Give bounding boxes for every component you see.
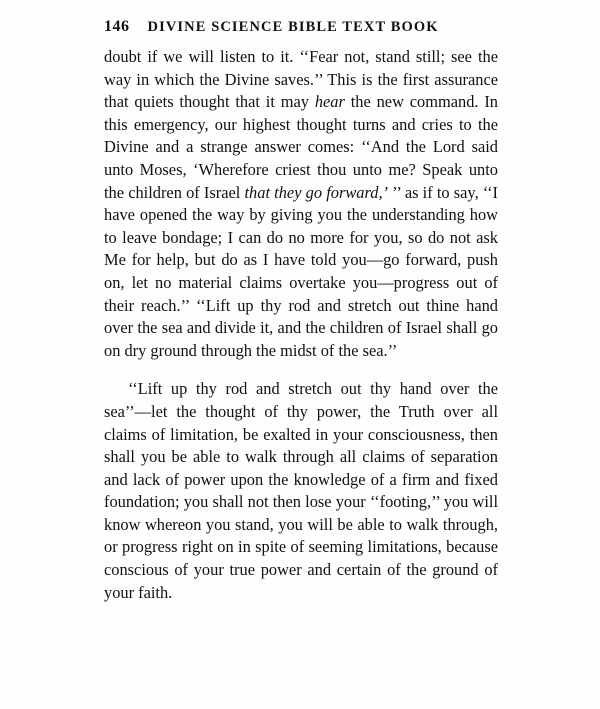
paragraph-1-segment-2: the new command. In this emergency, our highest thought turns and cries to the Divine and a strange answer comes: ‘‘And the Lord said unto Moses, ‘Wherefore criest thou unto me? Speak unto the children of Israel — [104, 92, 498, 202]
paragraph-1-italic-go-forward: that they go forward,’ — [244, 182, 388, 202]
paragraph-1 — [104, 46, 498, 362]
page-header — [104, 18, 504, 40]
paragraph-1-segment-1: doubt if we will listen to it. ‘‘Fear not, stand still; see the way in which the Divine saves.’’ This is the first assurance that quiets thought that it may — [104, 47, 498, 112]
paragraph-1-segment-3: ’’ as if to say, ‘‘I have opened the way by giving you the understanding how to leave bondage; I can do no more for you, so do not ask Me for help, but do as I have told you—go forward, push on, let no material claims overtake you—progress out of their reach.’’ ‘‘Lift up thy rod and stretch out thine hand over the sea and divide it, and the children of Israel shall go on dry ground through the midst of the sea.’’ — [104, 182, 498, 360]
page-body — [104, 46, 498, 604]
paragraph-1-italic-hear: hear — [314, 92, 345, 112]
page-number: 146 — [104, 18, 130, 35]
paragraph-2: ‘‘Lift up thy rod and stretch out thy hand over the sea’’—let the thought of thy power, the Truth over all claims of limitation, be exalted in your consciousness, then shall you be able to walk through all claims of separation and lack of power upon the knowledge of a firm and fixed foundation; you shall not then lose your ‘‘footing,’’ you will know whereon you stand, you will be able to walk through, or progress right on in spite of seeming limitations, because conscious of your true power and certain of the ground of your faith. — [104, 379, 498, 602]
running-title: DIVINE SCIENCE BIBLE TEXT BOOK — [147, 19, 439, 35]
